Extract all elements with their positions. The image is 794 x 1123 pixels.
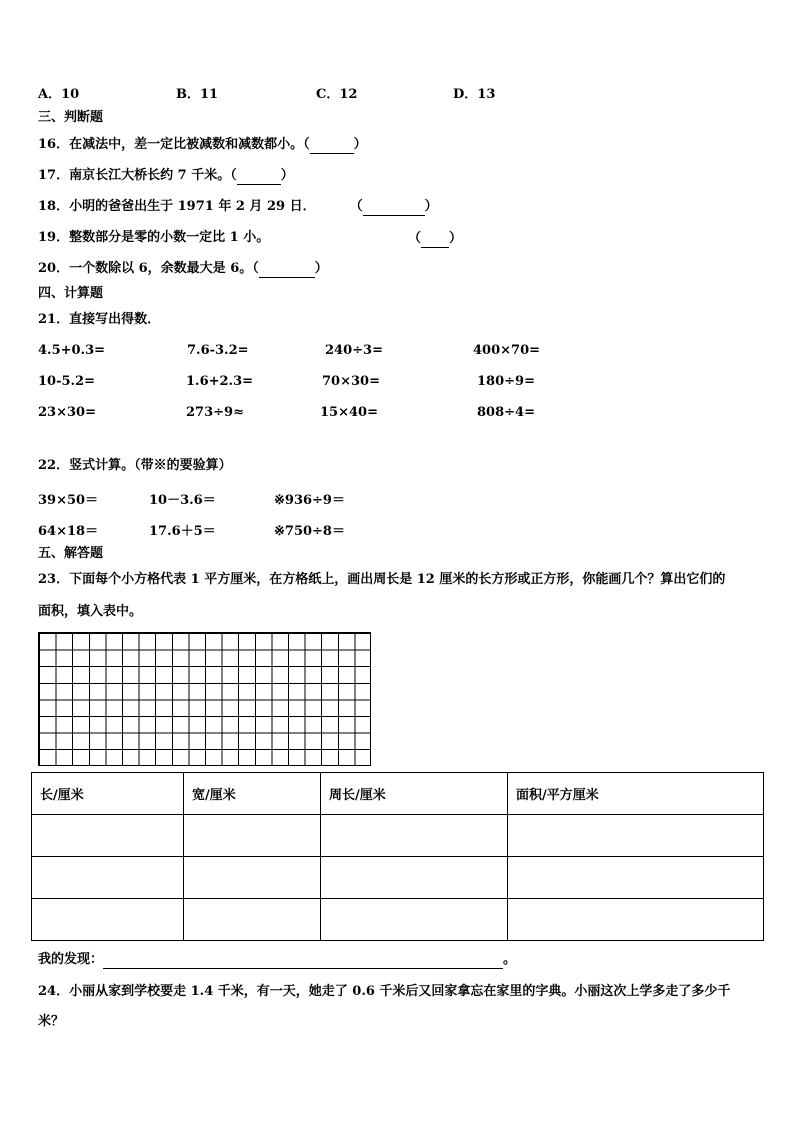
choice-a: A．10 <box>38 87 80 102</box>
header-area: 面积/平方厘米 <box>508 773 764 815</box>
question-24-line1: 24．小丽从家到学校要走 1.4 千米，有一天，她走了 0.6 千米后又回家拿忘在家里的字典。小丽这次上学多走了多少千 <box>38 984 731 999</box>
discovery-label: 我的发现： <box>38 952 104 967</box>
table-cell[interactable] <box>321 899 508 941</box>
discovery-end: 。 <box>503 952 517 967</box>
discovery-blank[interactable] <box>103 950 503 969</box>
table-cell[interactable] <box>508 815 764 857</box>
bracket-open: （ <box>303 137 310 152</box>
choice-b: B．11 <box>176 87 219 102</box>
q21-item: 1.6+2.3= <box>186 374 254 389</box>
bracket-close: ） <box>280 168 294 183</box>
answer-blank-17[interactable] <box>237 166 281 185</box>
answer-blank-20[interactable] <box>259 259 315 278</box>
q22-item: ※750÷8＝ <box>274 524 345 539</box>
question-16 <box>38 135 367 154</box>
table-cell[interactable] <box>32 857 184 899</box>
question-20-text: 20．一个数除以 6，余数最大是 6。 <box>38 261 253 276</box>
table-row <box>32 857 764 899</box>
answer-table <box>31 772 764 941</box>
question-17 <box>38 166 294 185</box>
bracket-open: （ <box>349 199 363 214</box>
question-17-text: 17．南京长江大桥长约 7 千米。 <box>38 168 231 183</box>
question-24-line2: 米？ <box>38 1014 65 1029</box>
q22-item: ※936÷9＝ <box>274 493 345 508</box>
section-answer-title: 五、解答题 <box>38 546 104 561</box>
question-19-text: 19．整数部分是零的小数一定比 1 小。 <box>38 230 270 245</box>
section-calculation-title: 四、计算题 <box>38 286 104 301</box>
choice-d: D．13 <box>453 87 496 102</box>
q21-item: 273÷9≈ <box>186 405 244 420</box>
answer-blank-18[interactable] <box>363 197 425 216</box>
header-width: 宽/厘米 <box>184 773 321 815</box>
q22-item: 39×50＝ <box>38 493 99 508</box>
question-18-text: 18．小明的爸爸出生于 1971 年 2 月 29 日． <box>38 199 316 214</box>
bracket-open: （ <box>408 231 422 246</box>
q21-item: 400×70= <box>473 343 541 358</box>
table-cell[interactable] <box>508 899 764 941</box>
table-row <box>32 899 764 941</box>
header-length: 长/厘米 <box>32 773 184 815</box>
table-row <box>32 815 764 857</box>
bracket-close: ） <box>353 137 367 152</box>
table-cell[interactable] <box>32 815 184 857</box>
table-cell[interactable] <box>32 899 184 941</box>
question-20 <box>38 259 328 278</box>
table-cell[interactable] <box>184 899 321 941</box>
choice-c: C．12 <box>316 87 358 102</box>
question-19-answer <box>408 229 462 248</box>
bracket-open: （ <box>230 168 237 183</box>
section-judgment-title: 三、判断题 <box>38 110 104 125</box>
table-cell[interactable] <box>508 857 764 899</box>
question-23-line1: 23．下面每个小方格代表 1 平方厘米，在方格纸上，画出周长是 12 厘米的长方形或正方形，你能画几个？算出它们的 <box>38 572 726 587</box>
q21-item: 7.6-3.2= <box>187 343 249 358</box>
q21-item: 70×30= <box>322 374 380 389</box>
table-header-row <box>32 773 764 815</box>
question-23-line2: 面积，填入表中。 <box>38 604 143 619</box>
header-perimeter: 周长/厘米 <box>321 773 508 815</box>
q22-item: 64×18＝ <box>38 524 99 539</box>
question-21-title: 21．直接写出得数． <box>38 312 161 327</box>
bracket-open: （ <box>252 261 259 276</box>
q21-item: 180÷9= <box>477 374 535 389</box>
table-cell[interactable] <box>321 815 508 857</box>
square-grid-paper[interactable] <box>38 632 371 766</box>
question-18 <box>38 197 438 216</box>
question-19 <box>38 229 269 247</box>
q21-item: 808÷4= <box>477 405 535 420</box>
bracket-close: ） <box>424 199 438 214</box>
discovery-line <box>38 950 516 969</box>
question-16-text: 16．在减法中，差一定比被减数和减数都小。 <box>38 137 304 152</box>
bracket-close: ） <box>449 231 463 246</box>
q21-item: 240÷3= <box>325 343 383 358</box>
answer-blank-19[interactable] <box>421 229 449 248</box>
q22-item: 17.6＋5＝ <box>149 524 216 539</box>
q21-item: 15×40= <box>320 405 378 420</box>
q21-item: 4.5+0.3= <box>38 343 106 358</box>
table-cell[interactable] <box>184 815 321 857</box>
q22-item: 10－3.6＝ <box>149 493 216 508</box>
table-cell[interactable] <box>321 857 508 899</box>
question-22-title: 22．竖式计算。（带※的要验算） <box>38 458 232 473</box>
q21-item: 10-5.2= <box>38 374 95 389</box>
answer-blank-16[interactable] <box>310 135 354 154</box>
bracket-close: ） <box>314 261 328 276</box>
table-cell[interactable] <box>184 857 321 899</box>
q21-item: 23×30= <box>38 405 96 420</box>
